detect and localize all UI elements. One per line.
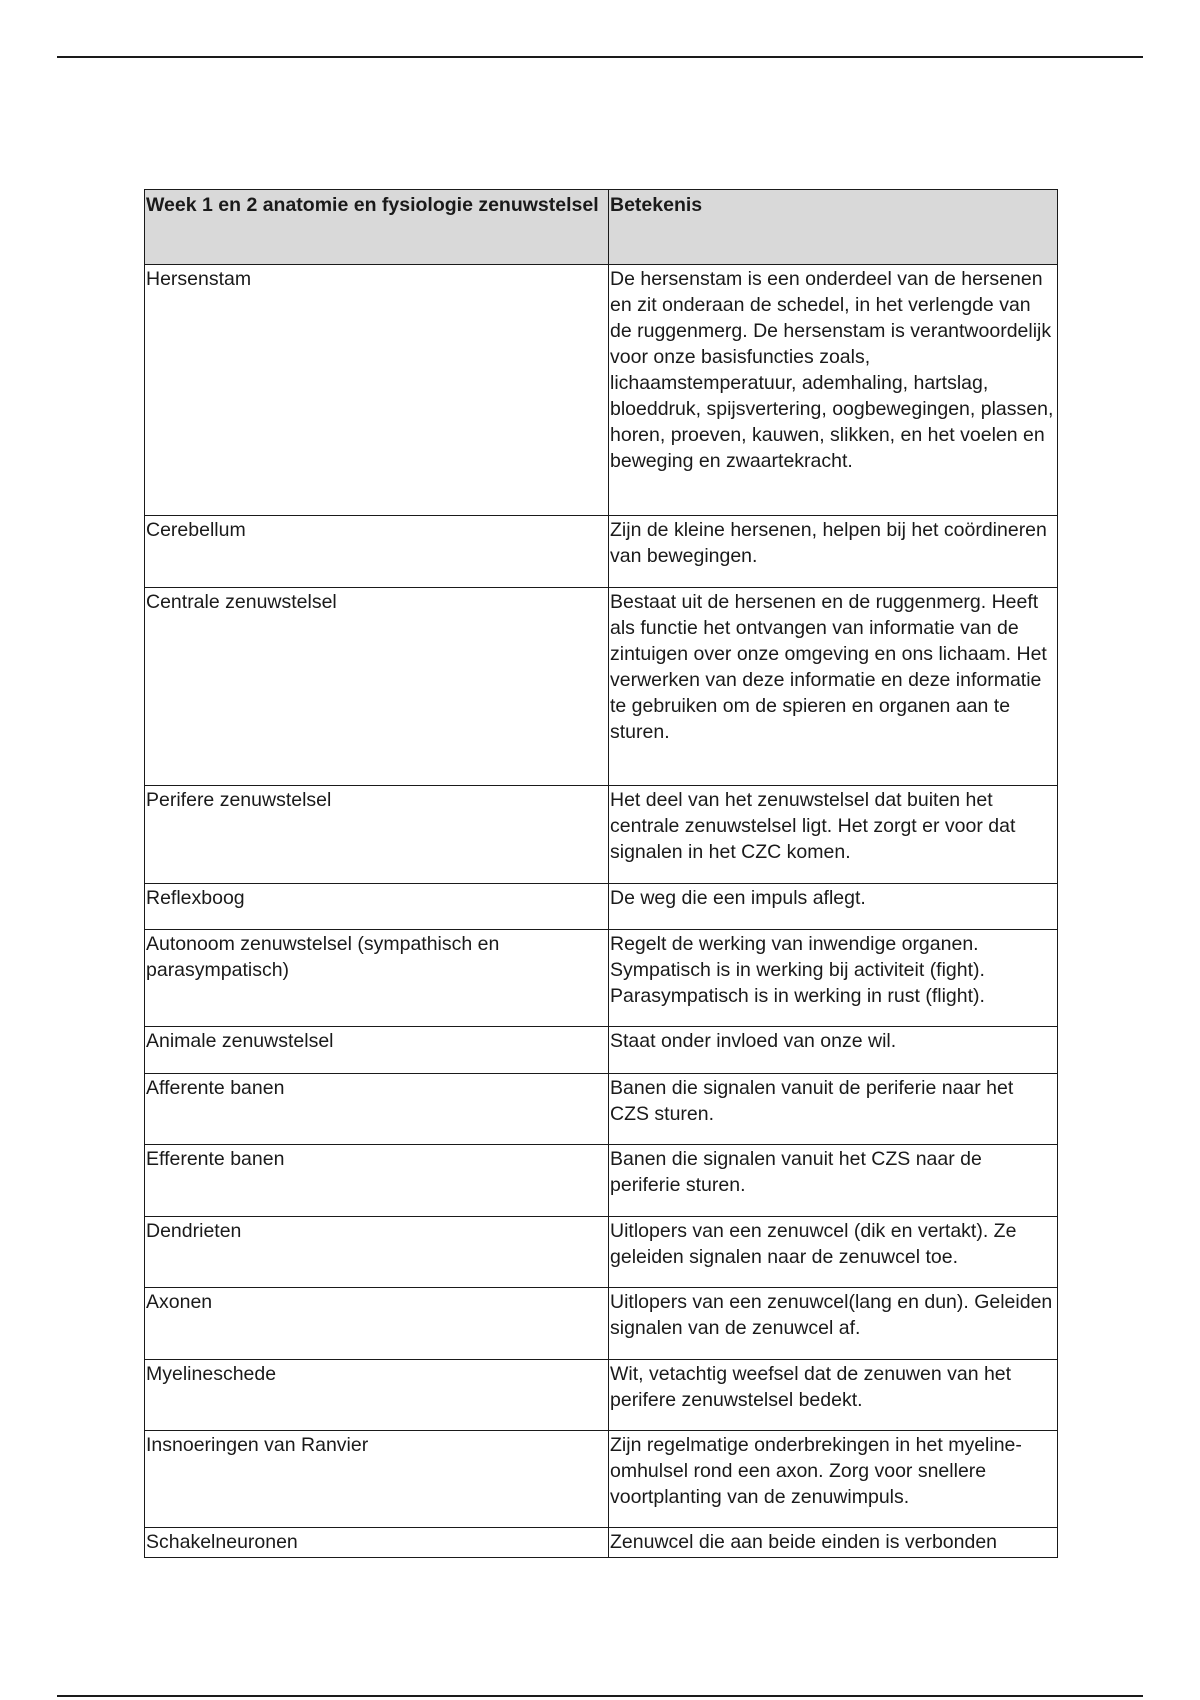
table-row — [145, 1360, 1058, 1431]
definition-cell: De weg die een impuls aflegt. — [609, 884, 1058, 930]
definition-cell: De hersenstam is een onderdeel van de hersenen en zit onderaan de schedel, in het verlengde van de ruggenmerg. De hersenstam is verantwoordelijk voor onze basisfuncties zoals, lichaamstemperatuur, ademhaling, hartslag, bloeddruk, spijsvertering, oogbewegingen, plassen, horen, proeven, kauwen, slikken, en het voelen en beweging en zwaartekracht. — [609, 265, 1058, 516]
table-row — [145, 1145, 1058, 1217]
table-row — [145, 265, 1058, 516]
term-cell: Hersenstam — [145, 265, 609, 516]
definition-cell: Zenuwcel die aan beide einden is verbonden — [609, 1528, 1058, 1558]
header-divider — [57, 56, 1143, 58]
term-cell: Reflexboog — [145, 884, 609, 930]
definition-cell: Uitlopers van een zenuwcel(lang en dun). Geleiden signalen van de zenuwcel af. — [609, 1288, 1058, 1360]
definition-cell: Zijn de kleine hersenen, helpen bij het coördineren van bewegingen. — [609, 516, 1058, 588]
glossary-table-body — [145, 265, 1058, 1558]
term-cell: Centrale zenuwstelsel — [145, 588, 609, 786]
term-cell: Cerebellum — [145, 516, 609, 588]
definition-cell: Regelt de werking van inwendige organen. Sympatisch is in werking bij activiteit (fight). Parasympatisch is in werking in rust (flight). — [609, 930, 1058, 1027]
definition-cell: Wit, vetachtig weefsel dat de zenuwen van het perifere zenuwstelsel bedekt. — [609, 1360, 1058, 1431]
definition-cell: Het deel van het zenuwstelsel dat buiten het centrale zenuwstelsel ligt. Het zorgt er voor dat signalen in het CZC komen. — [609, 786, 1058, 884]
definition-cell: Staat onder invloed van onze wil. — [609, 1027, 1058, 1074]
term-cell: Insnoeringen van Ranvier — [145, 1431, 609, 1528]
table-row — [145, 1027, 1058, 1074]
term-cell: Animale zenuwstelsel — [145, 1027, 609, 1074]
definition-cell: Uitlopers van een zenuwcel (dik en vertakt). Ze geleiden signalen naar de zenuwcel toe. — [609, 1217, 1058, 1288]
table-row — [145, 930, 1058, 1027]
table-row — [145, 1431, 1058, 1528]
glossary-table-header — [145, 190, 1058, 265]
term-cell: Efferente banen — [145, 1145, 609, 1217]
table-row — [145, 1217, 1058, 1288]
header-row — [145, 190, 1058, 265]
table-row — [145, 1288, 1058, 1360]
term-cell: Perifere zenuwstelsel — [145, 786, 609, 884]
definition-cell: Zijn regelmatige onderbrekingen in het myeline-omhulsel rond een axon. Zorg voor snellere voortplanting van de zenuwimpuls. — [609, 1431, 1058, 1528]
table-row — [145, 1528, 1058, 1558]
glossary-table — [144, 189, 1058, 1558]
table-row — [145, 588, 1058, 786]
column-header-term: Week 1 en 2 anatomie en fysiologie zenuwstelsel — [145, 190, 609, 265]
column-header-definition: Betekenis — [609, 190, 1058, 265]
table-row — [145, 884, 1058, 930]
term-cell: Afferente banen — [145, 1074, 609, 1145]
definition-cell: Banen die signalen vanuit de periferie naar het CZS sturen. — [609, 1074, 1058, 1145]
term-cell: Autonoom zenuwstelsel (sympathisch en parasympatisch) — [145, 930, 609, 1027]
definition-cell: Banen die signalen vanuit het CZS naar de periferie sturen. — [609, 1145, 1058, 1217]
footer-divider — [57, 1695, 1143, 1697]
term-cell: Myelineschede — [145, 1360, 609, 1431]
term-cell: Axonen — [145, 1288, 609, 1360]
table-row — [145, 1074, 1058, 1145]
table-row — [145, 786, 1058, 884]
definition-cell: Bestaat uit de hersenen en de ruggenmerg. Heeft als functie het ontvangen van informatie van de zintuigen over onze omgeving en ons lichaam. Het verwerken van deze informatie en deze informatie te gebruiken om de spieren en organen aan te sturen. — [609, 588, 1058, 786]
table-row — [145, 516, 1058, 588]
term-cell: Schakelneuronen — [145, 1528, 609, 1558]
term-cell: Dendrieten — [145, 1217, 609, 1288]
